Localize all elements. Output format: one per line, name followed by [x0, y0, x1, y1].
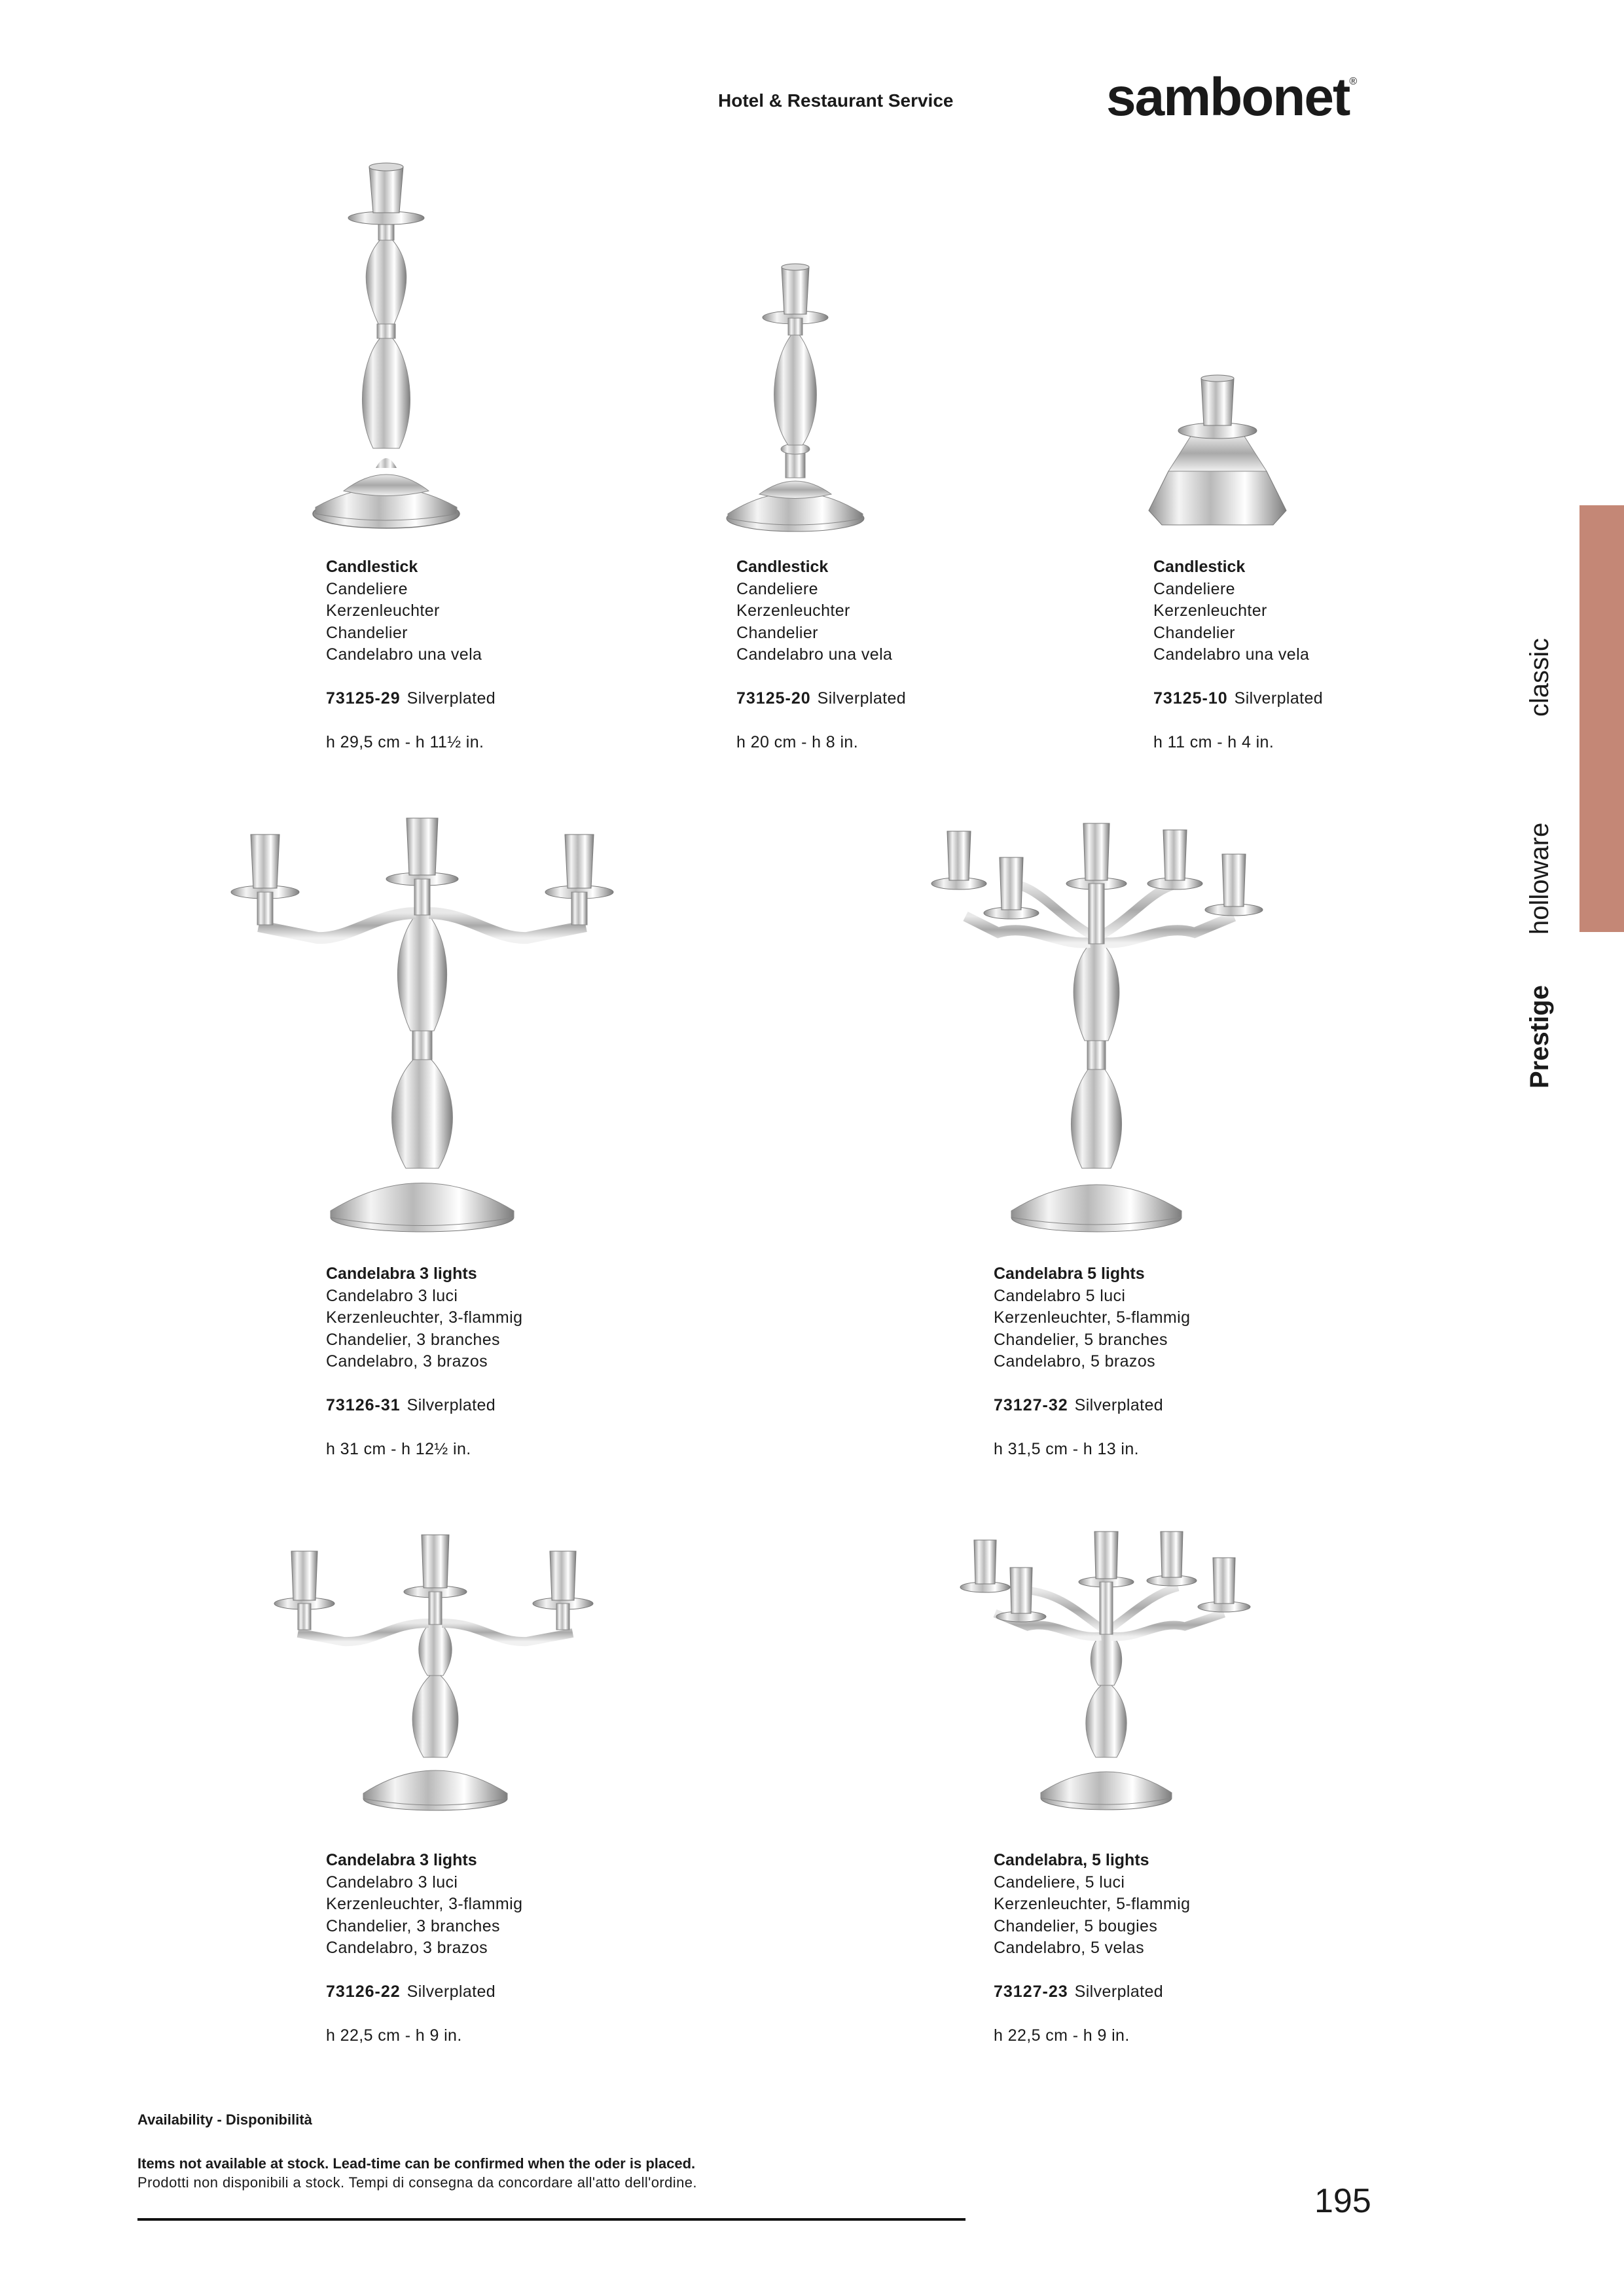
product-name-de: Kerzenleuchter — [1153, 601, 1267, 620]
product-finish: Silverplated — [406, 1982, 496, 2001]
product-name-fr: Chandelier, 3 branches — [326, 1916, 500, 1935]
product-name-it: Candeliere, 5 luci — [994, 1873, 1125, 1892]
product-name-it: Candeliere — [736, 579, 818, 598]
product-code: 73125-10 — [1153, 689, 1228, 708]
product-image-candelabra-73127-23 — [949, 1528, 1270, 1813]
brand-name: sambonet — [1106, 67, 1350, 127]
product-name-es: Candelabro, 3 brazos — [326, 1939, 488, 1957]
product-size: h 22,5 cm - h 9 in. — [326, 2026, 462, 2045]
product-size: h 31 cm - h 12½ in. — [326, 1440, 471, 1458]
service-label: Hotel & Restaurant Service — [718, 90, 954, 111]
footer-divider — [137, 2218, 965, 2221]
product-code: 73127-23 — [994, 1982, 1068, 2001]
product-name-fr: Chandelier — [1153, 623, 1235, 642]
product-size: h 20 cm - h 8 in. — [736, 733, 859, 751]
product-name-es: Candelabro una vela — [326, 645, 482, 664]
product-name-es: Candelabro, 3 brazos — [326, 1352, 488, 1371]
product-title: Candlestick — [736, 558, 829, 576]
product-name-it: Candelabro 5 luci — [994, 1286, 1126, 1305]
product-name-fr: Chandelier, 5 bougies — [994, 1916, 1158, 1935]
product-name-it: Candelabro 3 luci — [326, 1873, 458, 1892]
side-tab-prestige[interactable]: Prestige — [1525, 985, 1554, 1088]
product-code: 73125-20 — [736, 689, 811, 708]
product-image-candlestick-73125-10 — [1142, 373, 1293, 533]
product-name-fr: Chandelier — [326, 623, 408, 642]
availability-heading: Availability - Disponibilità — [137, 2111, 312, 2128]
product-image-candlestick-73125-20 — [720, 262, 871, 533]
product-finish: Silverplated — [817, 689, 907, 708]
product-title: Candlestick — [1153, 558, 1246, 576]
product-title: Candelabra 5 lights — [994, 1265, 1145, 1283]
product-name-de: Kerzenleuchter, 3-flammig — [326, 1308, 523, 1327]
product-name-fr: Chandelier — [736, 623, 818, 642]
product-image-candelabra-73127-32 — [926, 818, 1286, 1234]
product-title: Candlestick — [326, 558, 418, 576]
product-size: h 29,5 cm - h 11½ in. — [326, 733, 484, 751]
product-name-fr: Chandelier, 5 branches — [994, 1330, 1168, 1349]
product-name-es: Candelabro una vela — [736, 645, 893, 664]
product-description — [1153, 556, 1323, 754]
product-name-fr: Chandelier, 3 branches — [326, 1330, 500, 1349]
product-finish: Silverplated — [1074, 1982, 1164, 2001]
availability-note-en: Items not available at stock. Lead-time can be confirmed when the oder is placed. — [137, 2155, 696, 2172]
product-name-it: Candeliere — [326, 579, 408, 598]
product-name-de: Kerzenleuchter, 3-flammig — [326, 1895, 523, 1913]
brand-registered-mark: ® — [1349, 76, 1358, 87]
product-size: h 22,5 cm - h 9 in. — [994, 2026, 1130, 2045]
product-name-de: Kerzenleuchter, 5-flammig — [994, 1308, 1191, 1327]
product-finish: Silverplated — [406, 1396, 496, 1414]
product-code: 73126-22 — [326, 1982, 401, 2001]
product-finish: Silverplated — [406, 689, 496, 708]
product-description — [994, 1263, 1190, 1461]
product-code: 73125-29 — [326, 689, 401, 708]
product-finish: Silverplated — [1074, 1396, 1164, 1414]
product-title: Candelabra 3 lights — [326, 1265, 477, 1283]
product-name-it: Candeliere — [1153, 579, 1235, 598]
product-name-es: Candelabro, 5 brazos — [994, 1352, 1156, 1371]
brand-logo[interactable] — [1106, 67, 1357, 128]
side-tab-holloware[interactable]: holloware — [1525, 822, 1554, 935]
availability-note-it: Prodotti non disponibili a stock. Tempi di consegna da concordare all'atto dell'ordine. — [137, 2174, 697, 2191]
product-size: h 31,5 cm - h 13 in. — [994, 1440, 1140, 1458]
product-image-candlestick-73125-29 — [308, 160, 465, 533]
product-finish: Silverplated — [1234, 689, 1324, 708]
page-number: 195 — [1314, 2182, 1371, 2220]
product-size: h 11 cm - h 4 in. — [1153, 733, 1274, 751]
category-color-bar — [1579, 505, 1624, 932]
product-name-de: Kerzenleuchter — [326, 601, 440, 620]
product-name-de: Kerzenleuchter — [736, 601, 850, 620]
product-name-it: Candelabro 3 luci — [326, 1286, 458, 1305]
product-name-de: Kerzenleuchter, 5-flammig — [994, 1895, 1191, 1913]
product-name-es: Candelabro, 5 velas — [994, 1939, 1144, 1957]
side-tab-classic[interactable]: classic — [1525, 637, 1554, 717]
product-description — [736, 556, 906, 754]
product-title: Candelabra, 5 lights — [994, 1851, 1149, 1869]
product-code: 73127-32 — [994, 1396, 1068, 1414]
product-description — [326, 1850, 522, 2047]
product-title: Candelabra 3 lights — [326, 1851, 477, 1869]
product-description — [994, 1850, 1190, 2047]
product-description — [326, 556, 496, 754]
product-description — [326, 1263, 522, 1461]
product-image-candelabra-73126-31 — [219, 815, 619, 1234]
product-name-es: Candelabro una vela — [1153, 645, 1310, 664]
product-image-candelabra-73126-22 — [259, 1532, 619, 1813]
product-code: 73126-31 — [326, 1396, 401, 1414]
